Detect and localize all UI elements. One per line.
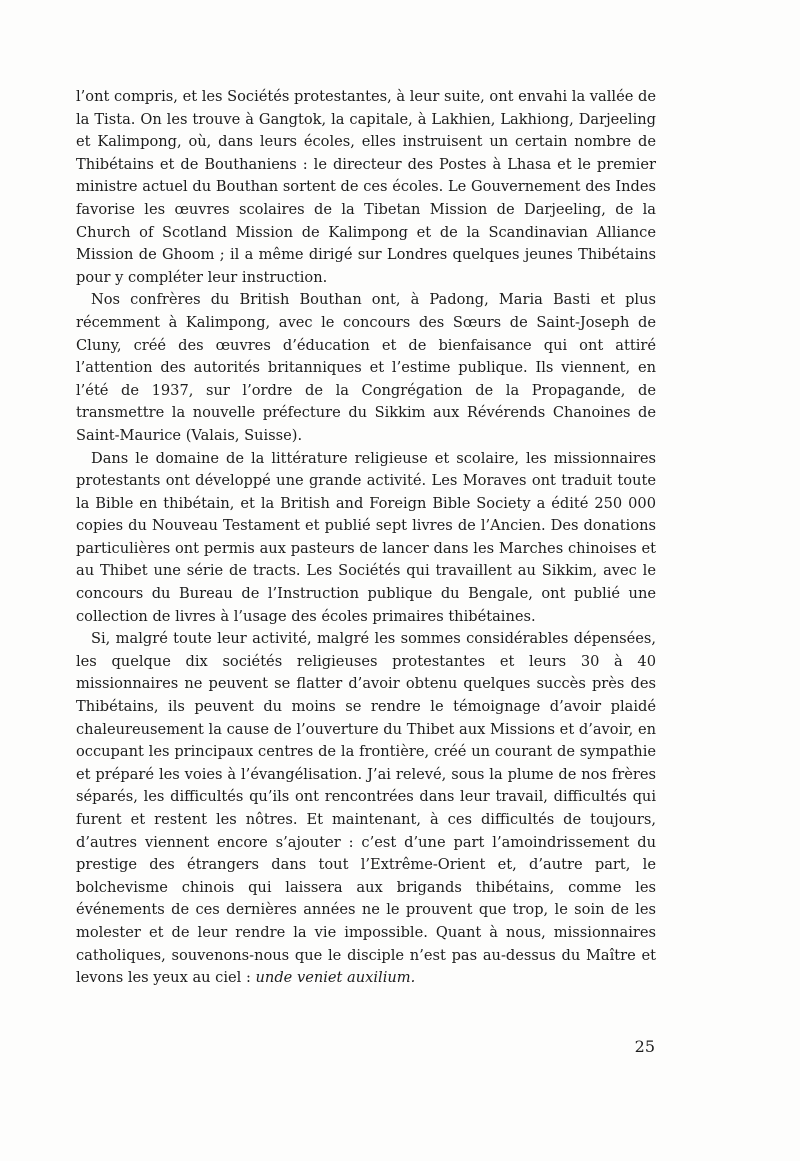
paragraph-2: Nos confrères du British Bouthan ont, à Padong, Maria Basti et plus récemment à Kalimpong, avec le concours des Sœurs de Saint-Joseph de Cluny, créé des œuvres d’éducation et de bienfaisance qui ont attiré l’attention des autorités britanniques et l’estime publique. Ils viennent, en l’été de 1937, sur l’ordre de la Congrégation de la Propagande, de transmettre la nouvelle préfecture du Sikkim aux Révérends Chanoines de Saint-Maurice (Valais, Suisse). — [76, 291, 656, 444]
closing-latin-phrase: unde veniet auxilium. — [255, 969, 416, 987]
body-text — [76, 86, 656, 990]
paragraph-4-text: Si, malgré toute leur activité, malgré les sommes considérables dépensées, les quelque dix sociétés religieuses protestantes et leurs 30 à 40 missionnaires ne peuvent se flatter d’avoir obtenu quelques succès près des Thibétains, ils peuvent du moins se rendre le témoignage d’avoir plaidé chaleureusement la cause de l’ouverture du Thibet aux Missions et d’avoir, en occupant les principaux centres de la frontière, créé un courant de sympathie et préparé les voies à l’évangélisation. J’ai relevé, sous la plume de nos frères séparés, les difficultés qu’ils ont rencontrées dans leur travail, difficultés qui furent et restent les nôtres. Et maintenant, à ces difficultés de toujours, d’autres viennent encore s’ajouter : c’est d’une part l’amoindrissement du prestige des étrangers dans tout l’Extrême-Orient et, d’autre part, le bolchevisme chinois qui laissera aux brigands thibétains, comme les événements de ces dernières années ne le prouvent que trop, le soin de les molester et de leur rendre la vie impossible. Quant à nous, missionnaires catholiques, souvenons-nous que le disciple n’est pas au-dessus du Maître et levons les yeux au ciel : — [76, 630, 656, 987]
paragraph-4 — [76, 628, 656, 990]
page-number: 25 — [634, 1037, 655, 1056]
paragraph-3: Dans le domaine de la littérature religieuse et scolaire, les missionnaires protestants ont développé une grande activité. Les Moraves ont traduit toute la Bible en thibétain, et la British and Foreign Bible Society a édité 250 000 copies du Nouveau Testament et publié sept livres de l’Ancien. Des donations particulières ont permis aux pasteurs de lancer dans les Marches chinoises et au Thibet une série de tracts. Les Sociétés qui travaillent au Sikkim, avec le concours du Bureau de l’Instruction publique du Bengale, ont publié une collection de livres à l’usage des écoles primaires thibétaines. — [76, 449, 656, 625]
paragraph-1: l’ont compris, et les Sociétés protestantes, à leur suite, ont envahi la vallée de la Tista. On les trouve à Gangtok, la capitale, à Lakhien, Lakhiong, Darjeeling et Kalimpong, où, dans leurs écoles, elles instruisent un certain nombre de Thibétains et de Bouthaniens : le directeur des Postes à Lhasa et le premier ministre actuel du Bouthan sortent de ces écoles. Le Gouvernement des Indes favorise les œuvres scolaires de la Tibetan Mission de Darjeeling, de la Church of Scotland Mission de Kalimpong et de la Scandinavian Alliance Mission de Ghoom ; il a même dirigé sur Londres quelques jeunes Thibétains pour y compléter leur instruction. — [76, 88, 656, 286]
